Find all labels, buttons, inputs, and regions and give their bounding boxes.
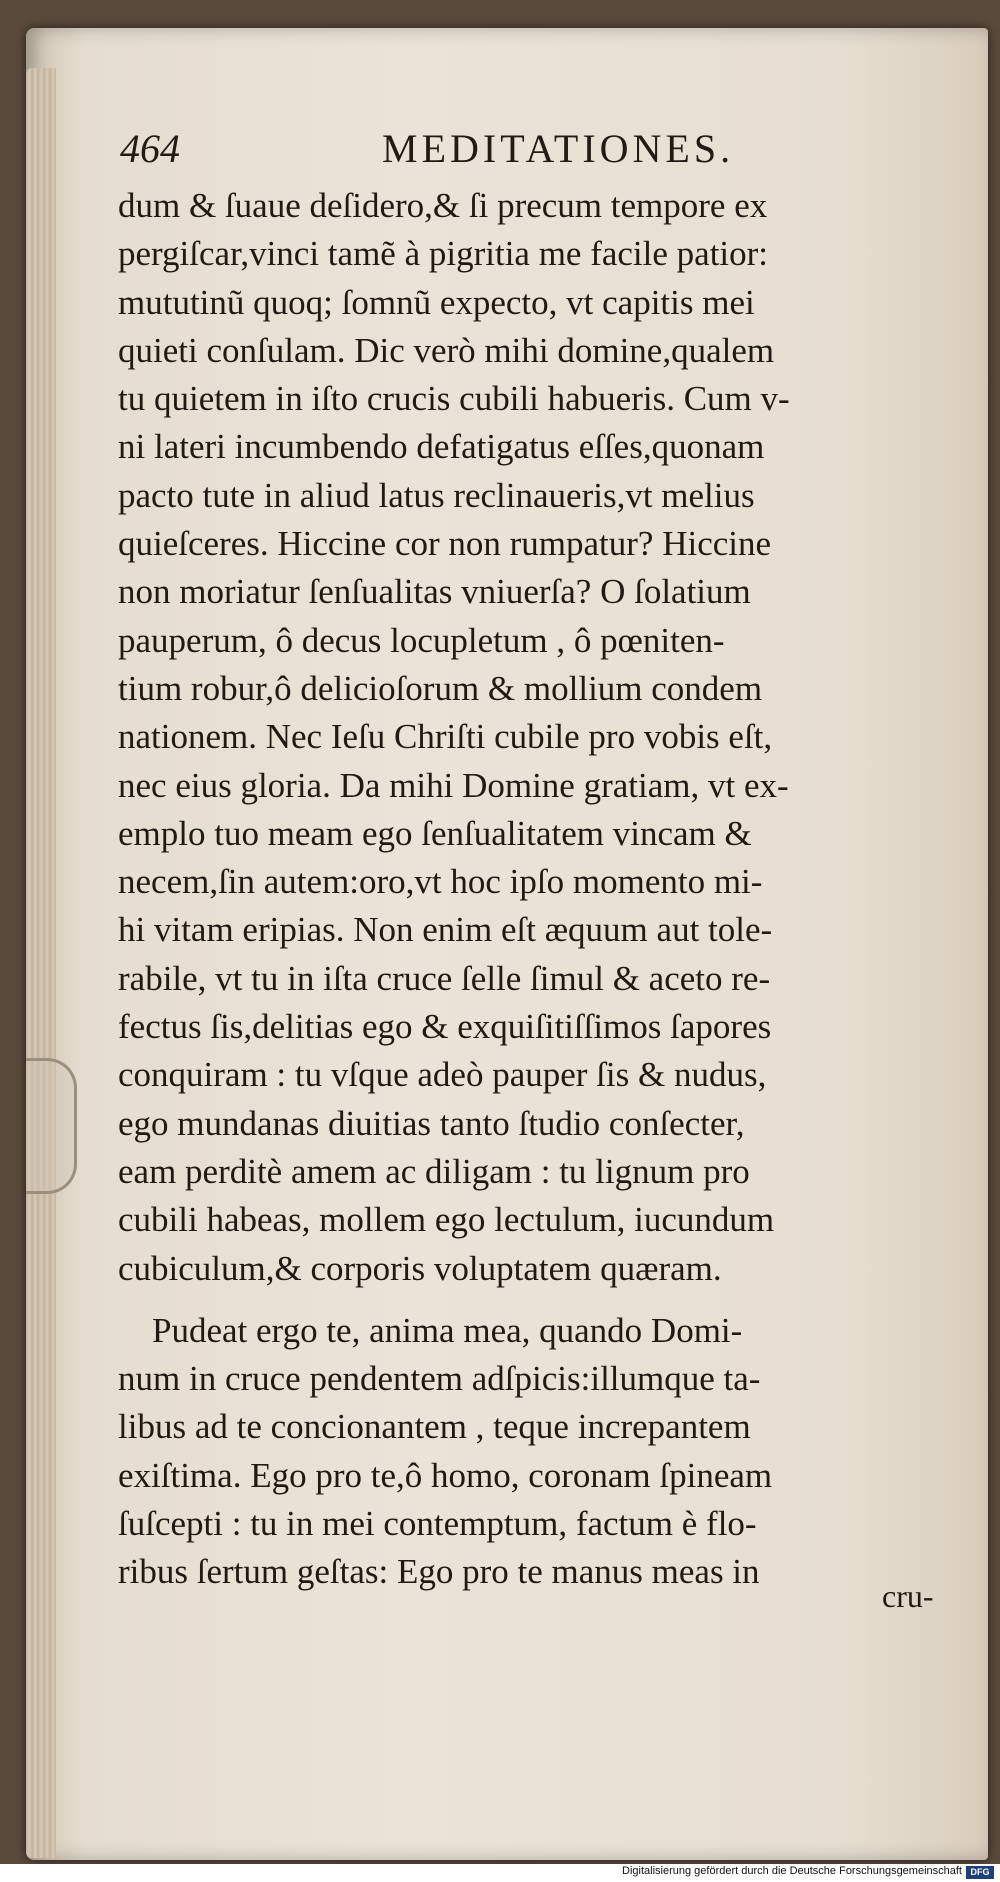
running-title: MEDITATIONES. — [382, 126, 735, 171]
text-line: conquiram : tu vſque adeò pauper ſis & nudus, — [118, 1055, 767, 1095]
page-header — [120, 125, 840, 173]
text-line: dum & ſuaue deſidero,& ſi precum tempore ex — [118, 186, 768, 225]
paragraph-first-line: Pudeat ergo te, anima mea, quando Domi- — [152, 1310, 743, 1350]
page-number: 464 — [120, 126, 180, 171]
dfg-logo-icon: DFG — [966, 1866, 994, 1879]
text-line: pauperum, ô decus locupletum , ô pœniten- — [118, 620, 725, 660]
text-line: mututinũ quoq; ſomnũ expecto, vt capitis mei — [118, 282, 755, 322]
text-line: eam perditè amem ac diligam : tu lignum pro — [118, 1151, 750, 1191]
text-line: cubili habeas, mollem ego lectulum, iucundum — [118, 1200, 775, 1240]
text-line: cubiculum,& corporis voluptatem quæram. — [118, 1248, 722, 1288]
text-line: pergiſcar,vinci tamẽ à pigritia me facile patior: — [118, 234, 769, 274]
text-line: exiſtima. Ego pro te,ô homo, coronam ſpineam — [118, 1455, 773, 1495]
text-line: ribus ſertum geſtas: Ego pro te manus meas in — [118, 1552, 760, 1592]
body-text — [118, 182, 956, 1597]
text-line: necem,ſin autem:oro,vt hoc ipſo momento mi- — [118, 862, 763, 902]
text-line: quieti conſulam. Dic verò mihi domine,qualem — [118, 330, 775, 370]
text-line: fectus ſis,delitias ego & exquiſitiſſimos ſapores — [118, 1007, 772, 1047]
clasp-ring — [26, 1058, 77, 1194]
text-line: tu quietem in iſto crucis cubili habueris. Cum v- — [118, 379, 790, 419]
text-line: ego mundanas diuitias tanto ſtudio conſecter, — [118, 1103, 745, 1143]
paragraph-gap — [118, 1293, 956, 1307]
text-line: rabile, vt tu in iſta cruce ſelle ſimul & aceto re- — [118, 958, 771, 998]
text-line: libus ad te concionantem , teque increpantem — [118, 1407, 751, 1447]
text-line: non moriatur ſenſualitas vniuerſa? O ſolatium — [118, 572, 751, 612]
text-line: hi vitam eripias. Non enim eſt æquum aut tole- — [118, 910, 773, 950]
text-line: emplo tuo meam ego ſenſualitatem vincam & — [118, 813, 752, 853]
text-line: nationem. Nec Ieſu Chriſti cubile pro vobis eſt, — [118, 717, 773, 757]
text-line: quieſceres. Hiccine cor non rumpatur? Hiccine — [118, 524, 772, 564]
funding-credit: Digitalisierung gefördert durch die Deutsche Forschungsgemeinschaft — [622, 1865, 962, 1877]
text-line: nec eius gloria. Da mihi Domine gratiam, vt ex- — [118, 765, 789, 805]
text-line: num in cruce pendentem adſpicis:illumque ta- — [118, 1359, 761, 1399]
page-edge — [26, 68, 56, 1858]
text-line: pacto tute in aliud latus reclinaueris,vt melius — [118, 475, 755, 515]
catchword: cru- — [882, 1578, 934, 1614]
text-line: ſuſcepti : tu in mei contemptum, factum è flo- — [118, 1504, 757, 1544]
text-line: ni lateri incumbendo defatigatus eſſes,quonam — [118, 427, 765, 467]
text-line: tium robur,ô delicioſorum & mollium condem — [118, 668, 763, 708]
